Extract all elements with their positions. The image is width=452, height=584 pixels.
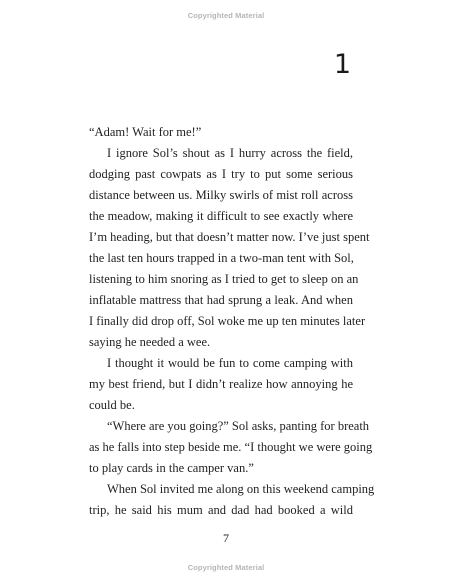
text-line: I ignore Sol’s shout as I hurry across the field, <box>107 146 353 160</box>
text-line: trip, he said his mum and dad had booked a wild <box>89 503 353 517</box>
text-line: saying he needed a wee. <box>89 335 211 349</box>
text-line: to play cards in the camper van.” <box>89 461 254 475</box>
text-line: I finally did drop off, Sol woke me up ten minutes later <box>89 314 366 328</box>
paragraph <box>89 143 370 353</box>
text-line: dodging past cowpats as I try to put some serious <box>89 167 353 181</box>
copyright-watermark-top: Copyrighted Material <box>187 11 265 20</box>
copyright-watermark-bottom: Copyrighted Material <box>187 563 265 572</box>
text-line: distance between us. Milky swirls of mist roll across <box>89 188 353 202</box>
paragraph <box>89 416 373 479</box>
paragraph <box>89 353 353 416</box>
body-text <box>89 122 375 521</box>
text-line: the meadow, making it difficult to see exactly where <box>89 209 353 223</box>
text-line: I’m heading, but that doesn’t matter now. I’ve just spent <box>89 230 370 244</box>
text-line: the last ten hours trapped in a two-man tent with Sol, <box>89 251 354 265</box>
text-line: “Adam! Wait for me!” <box>89 125 202 139</box>
text-line: inflatable mattress that had sprung a leak. And when <box>89 293 353 307</box>
text-line: could be. <box>89 398 135 412</box>
text-line: “Where are you going?” Sol asks, panting for breath <box>107 419 370 433</box>
text-line: listening to him snoring as I tried to get to sleep on an <box>89 272 359 286</box>
page-number: 7 <box>223 531 229 545</box>
text-line: my best friend, but I didn’t realize how annoying he <box>89 377 353 391</box>
paragraph <box>89 479 375 521</box>
text-line: as he falls into step beside me. “I thought we were going <box>89 440 373 454</box>
text-line: I thought it would be fun to come camping with <box>107 356 353 370</box>
paragraph <box>89 122 353 143</box>
chapter-number: 1 <box>333 49 351 80</box>
text-line: When Sol invited me along on this weekend camping <box>107 482 375 496</box>
